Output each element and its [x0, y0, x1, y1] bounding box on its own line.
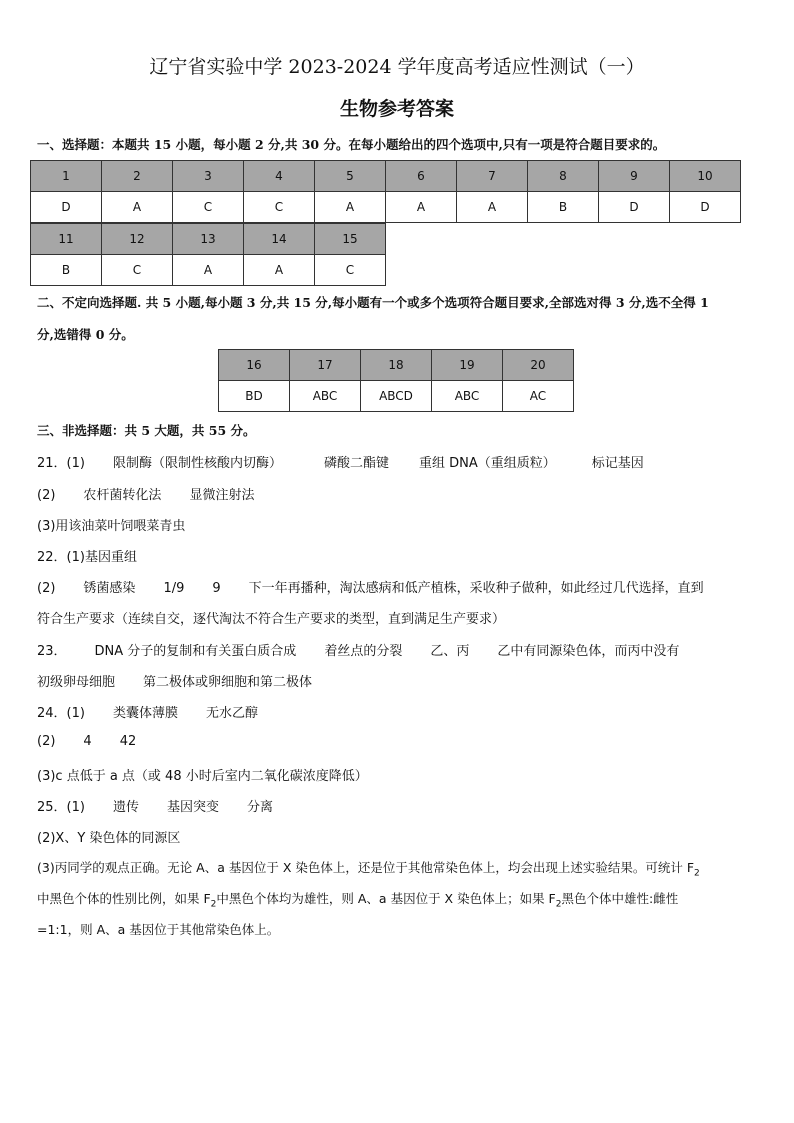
- question-number: 17: [290, 350, 361, 381]
- question-number: 5: [315, 161, 386, 192]
- answer-cell: C: [102, 255, 173, 286]
- question-number: 12: [102, 224, 173, 255]
- q22-part2: (2) 锈菌感染 1/9 9 下一年再播种，淘汰感病和低产植株，采收种子做种，如此经过几代选择，直到: [37, 581, 704, 596]
- table-row: [31, 224, 386, 255]
- question-number: 4: [244, 161, 315, 192]
- question-number: 3: [173, 161, 244, 192]
- question-number: 7: [457, 161, 528, 192]
- answer-cell: D: [670, 192, 741, 223]
- question-number: 20: [503, 350, 574, 381]
- answer-cell: ABCD: [361, 381, 432, 412]
- question-number: 6: [386, 161, 457, 192]
- question-number: 15: [315, 224, 386, 255]
- answer-cell: C: [244, 192, 315, 223]
- document-title: 辽宁省实验中学 2023-2024 学年度高考适应性测试（一）: [149, 56, 645, 78]
- q22-part1: 22．(1)基因重组: [37, 550, 137, 565]
- table-row: [31, 161, 741, 192]
- question-number: 9: [599, 161, 670, 192]
- q25-part3-line1: (3)丙同学的观点正确。无论 A、a 基因位于 X 染色体上，还是位于其他常染色体上，均会出现上述实验结果。可统计 $F_2$: [37, 860, 700, 879]
- q21-part3: (3)用该油菜叶饲喂菜青虫: [37, 519, 186, 534]
- q23-line2: 初级卵母细胞 第二极体或卵细胞和第二极体: [37, 675, 313, 690]
- question-number: 8: [528, 161, 599, 192]
- question-number: 14: [244, 224, 315, 255]
- q25-part3-line2: 中黑色个体的性别比例，如果 $F_2$中黑色个体均为雄性，则 A、a 基因位于 X 染色体上；如果 $F_2$黑色个体中雄性:雌性: [37, 891, 679, 910]
- table-row: [31, 255, 386, 286]
- mcq-table-2: [30, 223, 386, 286]
- document-subtitle: 生物参考答案: [339, 98, 454, 120]
- question-number: 2: [102, 161, 173, 192]
- answer-cell: D: [31, 192, 102, 223]
- question-number: 16: [219, 350, 290, 381]
- q22-part2-cont: 符合生产要求（连续自交，逐代淘汰不符合生产要求的类型，直到满足生产要求）: [37, 612, 506, 627]
- q25-part2: (2)X、Y 染色体的同源区: [37, 831, 181, 846]
- table-row: [31, 192, 741, 223]
- answer-cell: B: [528, 192, 599, 223]
- mcq-table-1: [30, 160, 741, 223]
- answer-cell: ABC: [290, 381, 361, 412]
- q25-part3-line3: =1:1，则 A、a 基因位于其他常染色体上。: [37, 922, 280, 937]
- q23-line1: 23． DNA 分子的复制和有关蛋白质合成 着丝点的分裂 乙、丙 乙中有同源染色体，而丙中没有: [37, 644, 680, 659]
- question-number: 13: [173, 224, 244, 255]
- q24-part3: (3)c 点低于 a 点（或 48 小时后室内二氧化碳浓度降低）: [37, 769, 368, 784]
- answer-cell: A: [244, 255, 315, 286]
- answer-cell: ABC: [432, 381, 503, 412]
- q21-part2: (2) 农杆菌转化法 显微注射法: [37, 488, 255, 503]
- answer-cell: B: [31, 255, 102, 286]
- answer-cell: AC: [503, 381, 574, 412]
- section2-heading-line1: 二、不定向选择题. 共 5 小题,每小题 3 分,共 15 分,每小题有一个或多个选项符合题目要求,全部选对得 3 分,选不全得 1: [37, 295, 709, 310]
- answer-cell: A: [315, 192, 386, 223]
- section2-heading-line2: 分,选错得 0 分。: [37, 327, 134, 342]
- section3-heading: 三、非选择题：共 5 大题，共 55 分。: [37, 423, 256, 438]
- q24-part2: (2) 4 42: [37, 734, 137, 749]
- answer-cell: A: [386, 192, 457, 223]
- question-number: 11: [31, 224, 102, 255]
- table-row: [219, 350, 574, 381]
- answer-cell: A: [457, 192, 528, 223]
- question-number: 10: [670, 161, 741, 192]
- answer-cell: A: [173, 255, 244, 286]
- q21-part1: 21．(1) 限制酶（限制性核酸内切酶） 磷酸二酯键 重组 DNA（重组质粒） 标记基因: [37, 456, 644, 471]
- question-number: 18: [361, 350, 432, 381]
- answer-cell: D: [599, 192, 670, 223]
- answer-cell: C: [315, 255, 386, 286]
- answer-cell: BD: [219, 381, 290, 412]
- multi-choice-table: [218, 349, 574, 412]
- question-number: 1: [31, 161, 102, 192]
- answer-cell: C: [173, 192, 244, 223]
- answer-cell: A: [102, 192, 173, 223]
- q24-part1: 24．(1) 类囊体薄膜 无水乙醇: [37, 706, 258, 721]
- section1-heading: 一、选择题：本题共 15 小题，每小题 2 分,共 30 分。在每小题给出的四个选项中,只有一项是符合题目要求的。: [37, 137, 666, 152]
- question-number: 19: [432, 350, 503, 381]
- table-row: [219, 381, 574, 412]
- q25-part1: 25．(1) 遗传 基因突变 分离: [37, 800, 274, 815]
